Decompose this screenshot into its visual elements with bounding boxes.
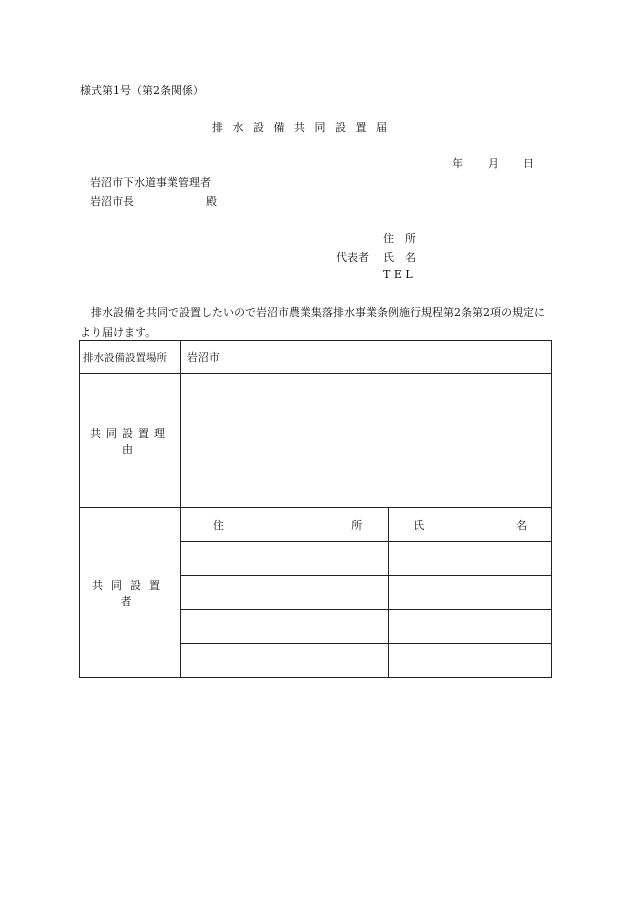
installer-name-cell[interactable] [389,644,552,678]
date-month: 月 [488,157,499,170]
addressee-sewer-manager: 岩沼市下水道事業管理者 [90,176,211,189]
installers-header-row [80,508,552,542]
form-number: 様式第1号（第2条関係） [80,84,204,97]
applicant-representative-label: 代表者 [336,251,369,264]
reason-label: 共同設置理由 [80,374,181,508]
reason-field[interactable] [180,374,551,508]
column-header-address: 住 所 [180,508,388,542]
date-day: 日 [523,157,534,170]
location-value[interactable]: 岩沼市 [180,341,551,374]
addressee-mayor: 岩沼市長 [90,195,134,208]
reason-row [80,374,552,508]
column-header-name: 氏 名 [389,508,552,542]
location-label: 排水設備設置場所 [80,341,181,374]
installer-address-cell[interactable] [180,610,388,644]
installers-label: 共同設置者 [80,508,181,678]
date-year: 年 [452,157,463,170]
honorific: 殿 [206,195,217,208]
location-row [80,341,552,374]
installer-name-cell[interactable] [389,610,552,644]
applicant-address-label: 住 所 [383,232,416,245]
installer-address-cell[interactable] [180,542,388,576]
applicant-tel-label: T E L [383,268,413,281]
installer-name-cell[interactable] [389,576,552,610]
installer-address-cell[interactable] [180,576,388,610]
body-paragraph: 排水設備を共同で設置したいので岩沼市農業集落排水事業条例施行規程第2条第2項の規定により届けます。 [80,306,545,339]
application-table [79,340,552,678]
page-title: 排 水 設 備 共 同 設 置 届 [212,121,390,134]
applicant-name-label: 氏 名 [383,251,416,264]
installer-address-cell[interactable] [180,644,388,678]
installer-name-cell[interactable] [389,542,552,576]
